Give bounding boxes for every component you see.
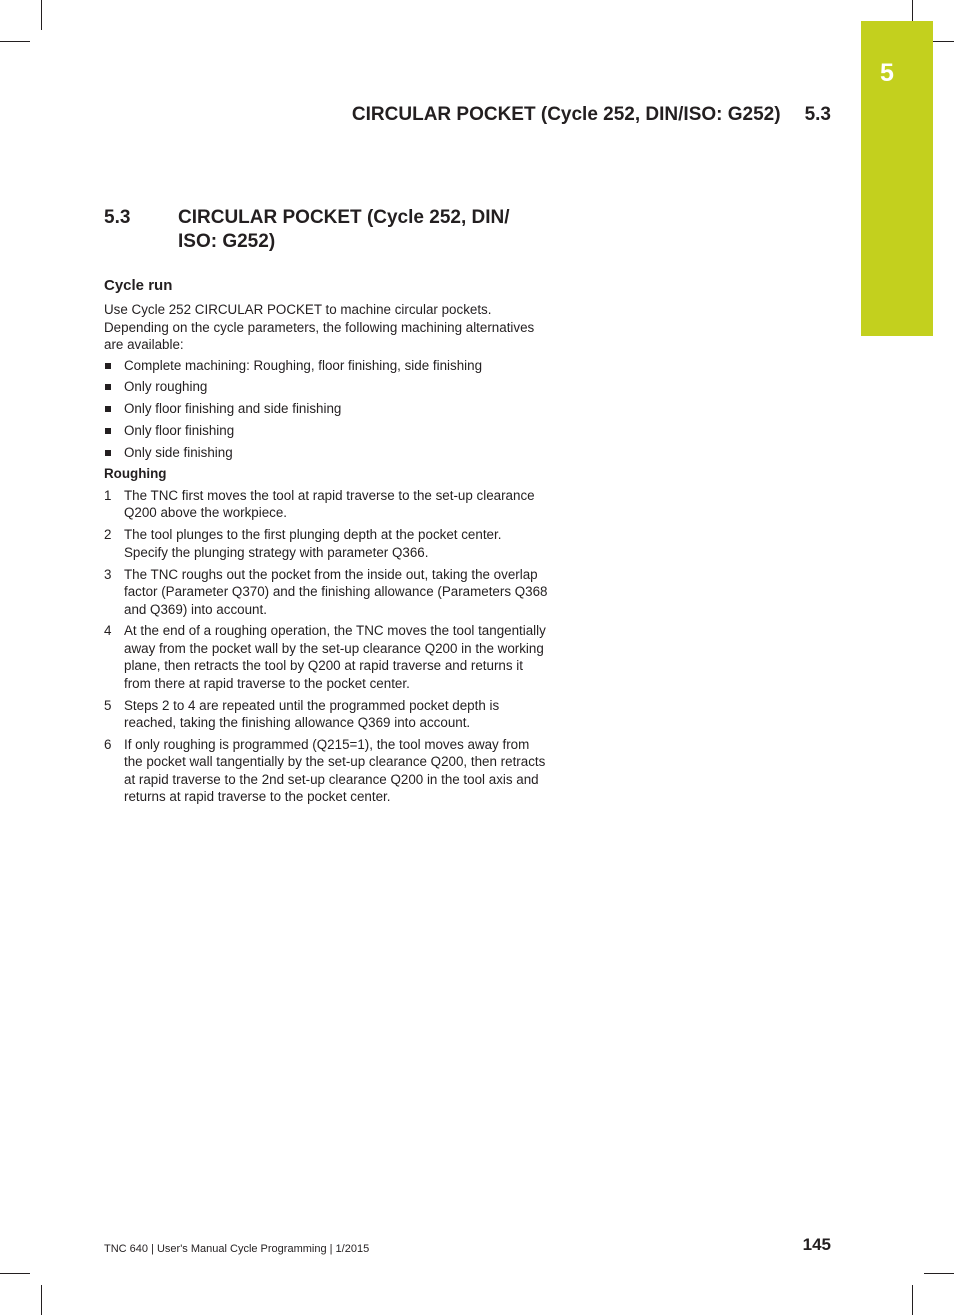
list-item-text: Only floor finishing <box>124 422 235 438</box>
subheading-cycle-run: Cycle run <box>104 277 173 294</box>
page-number: 145 <box>802 1235 831 1254</box>
step-text: The TNC roughs out the pocket from the inside out, taking the overlap factor (Parameter Q370) and the finishing allowance (Parameters Q368 and Q369) into account. <box>124 566 548 617</box>
step-item <box>104 487 549 522</box>
main-content <box>104 206 549 810</box>
step-item <box>104 736 549 806</box>
step-item <box>104 622 549 692</box>
square-bullet-icon <box>105 384 111 390</box>
step-item <box>104 526 549 561</box>
square-bullet-icon <box>105 363 111 369</box>
step-text: The TNC first moves the tool at rapid traverse to the set-up clearance Q200 above the workpiece. <box>124 487 535 521</box>
step-text: At the end of a roughing operation, the TNC moves the tool tangentially away from the pocket wall by the set-up clearance Q200 in the working plane, then retracts the tool by Q200 at rapid traverse and returns it from there at rapid traverse to the pocket center. <box>124 623 546 691</box>
crop-mark <box>912 1285 913 1315</box>
crop-mark <box>41 0 42 30</box>
running-head-section: 5.3 <box>804 104 831 125</box>
footer-text: TNC 640 | User's Manual Cycle Programming | 1/2015 <box>104 1243 370 1255</box>
section-heading <box>104 206 549 254</box>
chapter-tab <box>861 21 933 336</box>
list-item-text: Only floor finishing and side finishing <box>124 401 342 417</box>
list-item-text: Only side finishing <box>124 444 233 460</box>
list-item <box>104 444 549 462</box>
running-head-title: CIRCULAR POCKET (Cycle 252, DIN/ISO: G252) <box>351 104 781 125</box>
section-title: CIRCULAR POCKET (Cycle 252, DIN/ ISO: G252) <box>178 207 510 252</box>
list-item <box>104 400 549 418</box>
square-bullet-icon <box>105 406 111 412</box>
crop-mark <box>0 41 30 42</box>
step-number: 1 <box>104 487 112 503</box>
step-text: Steps 2 to 4 are repeated until the programmed pocket depth is reached, taking the finishing allowance Q369 into account. <box>124 697 500 731</box>
running-head <box>352 104 831 126</box>
chapter-number: 5 <box>880 59 894 87</box>
step-item <box>104 697 549 732</box>
step-number: 4 <box>104 623 112 639</box>
step-number: 5 <box>104 697 112 713</box>
step-item <box>104 566 549 619</box>
step-number: 3 <box>104 566 112 582</box>
list-item-text: Complete machining: Roughing, floor finishing, side finishing <box>124 357 483 373</box>
crop-mark <box>924 1273 954 1274</box>
step-text: If only roughing is programmed (Q215=1), the tool moves away from the pocket wall tangentially by the set-up clearance Q200, then retracts at rapid traverse to the 2nd set-up clearance Q200 in the tool axis and returns at rapid traverse to the pocket center. <box>124 736 546 805</box>
list-item <box>104 378 549 396</box>
roughing-heading: Roughing <box>104 466 167 482</box>
roughing-steps-list <box>104 487 549 806</box>
crop-mark <box>41 1285 42 1315</box>
list-item <box>104 422 549 440</box>
section-number: 5.3 <box>104 207 131 228</box>
step-number: 2 <box>104 527 112 543</box>
step-text: The tool plunges to the first plunging depth at the pocket center. Specify the plunging strategy with parameter Q366. <box>124 527 502 560</box>
machining-alternatives-list <box>104 357 549 462</box>
list-item-text: Only roughing <box>124 379 208 395</box>
crop-mark <box>0 1273 30 1274</box>
square-bullet-icon <box>105 450 111 456</box>
list-item <box>104 357 549 375</box>
intro-paragraph: Use Cycle 252 CIRCULAR POCKET to machine circular pockets. Depending on the cycle parameters, the following machining alternatives are available: <box>104 302 535 352</box>
square-bullet-icon <box>105 428 111 434</box>
step-number: 6 <box>104 736 112 752</box>
